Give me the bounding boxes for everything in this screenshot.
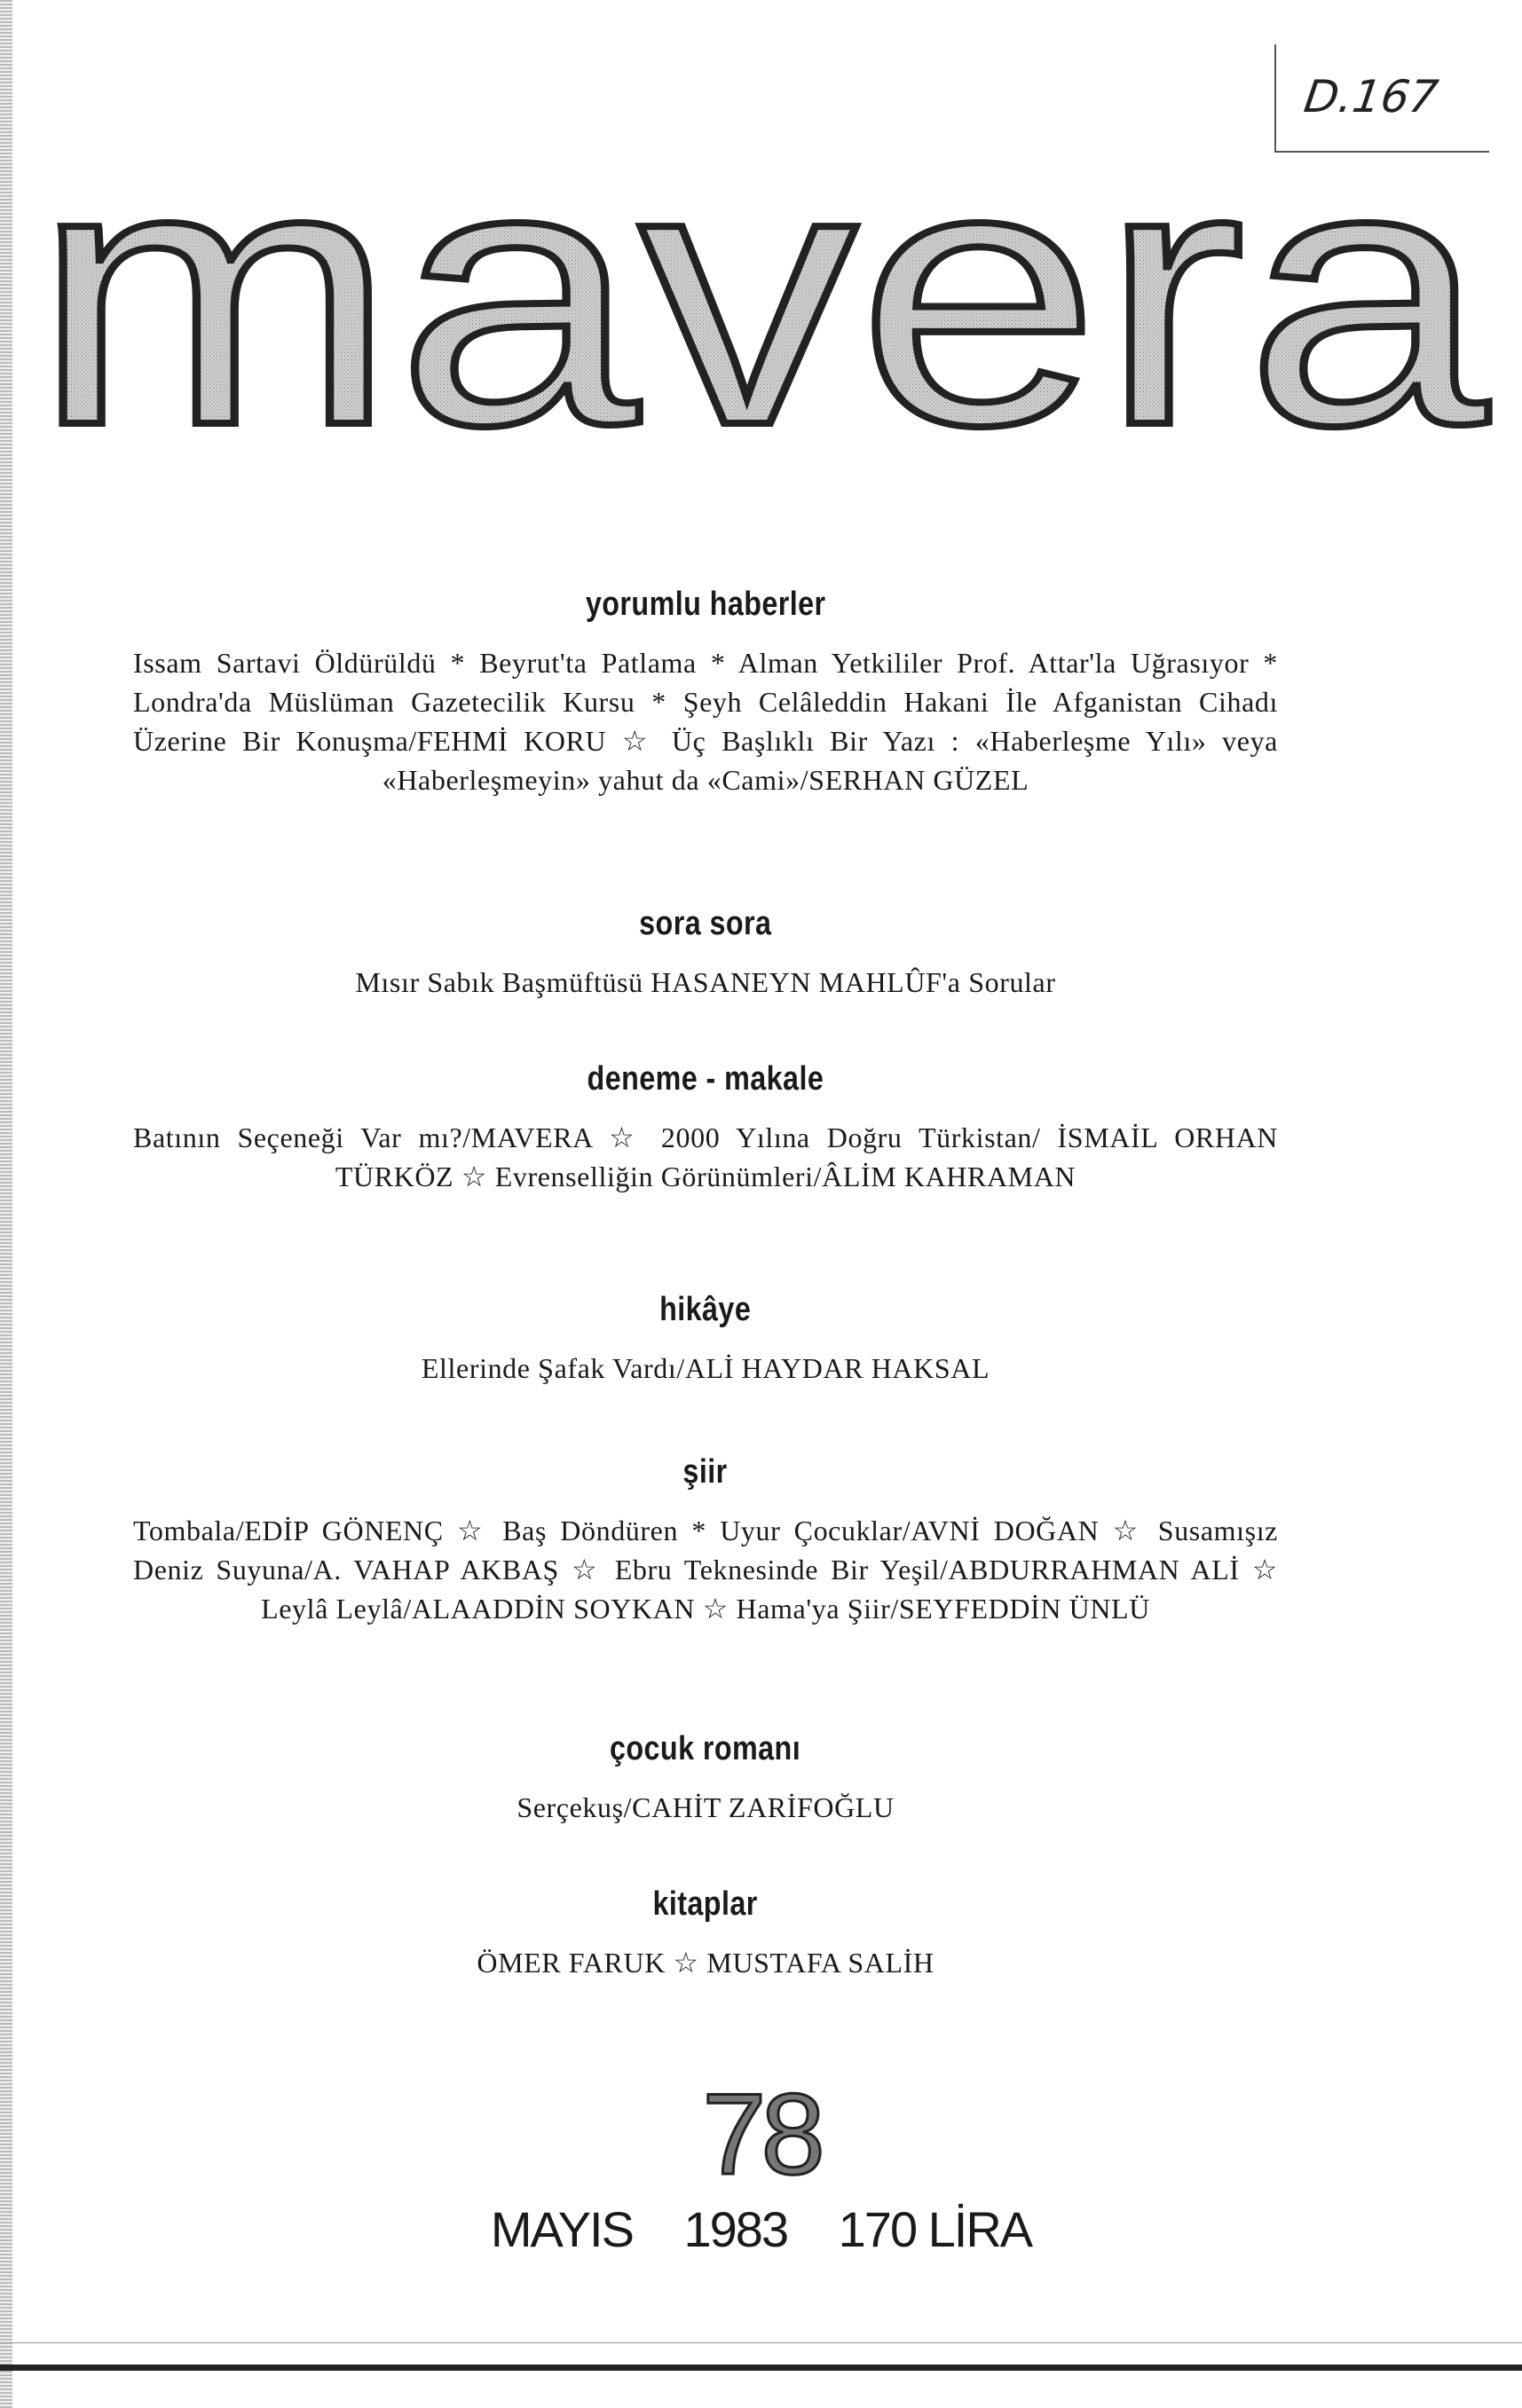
section-title: deneme - makale <box>587 1060 824 1098</box>
scan-rule-thick <box>0 2365 1522 2371</box>
section-contents: Ellerinde Şafak Vardı/ALİ HAYDAR HAKSAL <box>421 1352 990 1384</box>
section-kitaplar <box>133 1885 1278 1982</box>
issue-year: 1983 <box>683 2201 788 2257</box>
section-contents: ÖMER FARUK ☆ MUSTAFA SALİH <box>477 1947 934 1979</box>
issue-month: MAYIS <box>490 2201 633 2257</box>
section-deneme-makale <box>133 1060 1278 1196</box>
section-yorumlu-haberler <box>133 586 1278 799</box>
section-title: kitaplar <box>652 1885 759 1923</box>
section-contents: Batının Seçeneği Var mı?/MAVERA ☆ 2000 Yılına Doğru Türkistan/ İSMAİL ORHAN TÜRKÖZ ☆ Evrenselliğin Görünümleri/ÂLİM KAHRAMAN <box>133 1121 1278 1192</box>
section-contents: Serçekuş/CAHİT ZARİFOĞLU <box>517 1791 895 1823</box>
masthead-title: mavera <box>33 146 1492 448</box>
section-siir <box>133 1453 1278 1628</box>
section-sora-sora <box>133 905 1278 1002</box>
issue-number: 78 <box>702 2069 820 2199</box>
section-contents: Tombala/EDİP GÖNENÇ ☆ Baş Döndüren * Uyur Çocuklar/AVNİ DOĞAN ☆ Susamışız Deniz Suyuna/A. VAHAP AKBAŞ ☆ Ebru Teknesinde Bir Yeşil/ABDURRAHMAN ALİ ☆ Leylâ Leylâ/ALAADDİN SOYKAN ☆ Hama'ya Şiir/SEYFEDDİN ÜNLÜ <box>133 1515 1278 1625</box>
masthead-logo <box>0 146 1522 448</box>
section-title: yorumlu haberler <box>585 586 826 623</box>
scan-rule-thin <box>0 2342 1522 2343</box>
section-title: sora sora <box>639 905 772 942</box>
section-cocuk-romani <box>133 1730 1278 1827</box>
issue-info <box>0 2200 1522 2258</box>
section-title: şiir <box>682 1453 729 1491</box>
catalog-number: D.167 <box>1300 71 1441 122</box>
section-hikaye <box>133 1291 1278 1388</box>
section-title: çocuk romanı <box>610 1730 801 1767</box>
section-title: hikâye <box>659 1291 752 1328</box>
section-contents: Mısır Sabık Başmüftüsü HASANEYN MAHLÛF'a Sorular <box>355 966 1056 998</box>
issue-price: 170 LİRA <box>838 2201 1032 2257</box>
section-contents: Issam Sartavi Öldürüldü * Beyrut'ta Patlama * Alman Yetkililer Prof. Attar'la Uğrasıyor * Londra'da Müslüman Gazetecilik Kursu * Şeyh Celâleddin Hakani İle Afganistan Cihadı Üzerine Bir Konuşma/FEHMİ KORU ☆ Üç Başlıklı Bir Yazı : «Haberleşme Yılı» veya «Haberleşmeyin» yahut da «Cami»/SERHAN GÜZEL <box>133 647 1278 796</box>
